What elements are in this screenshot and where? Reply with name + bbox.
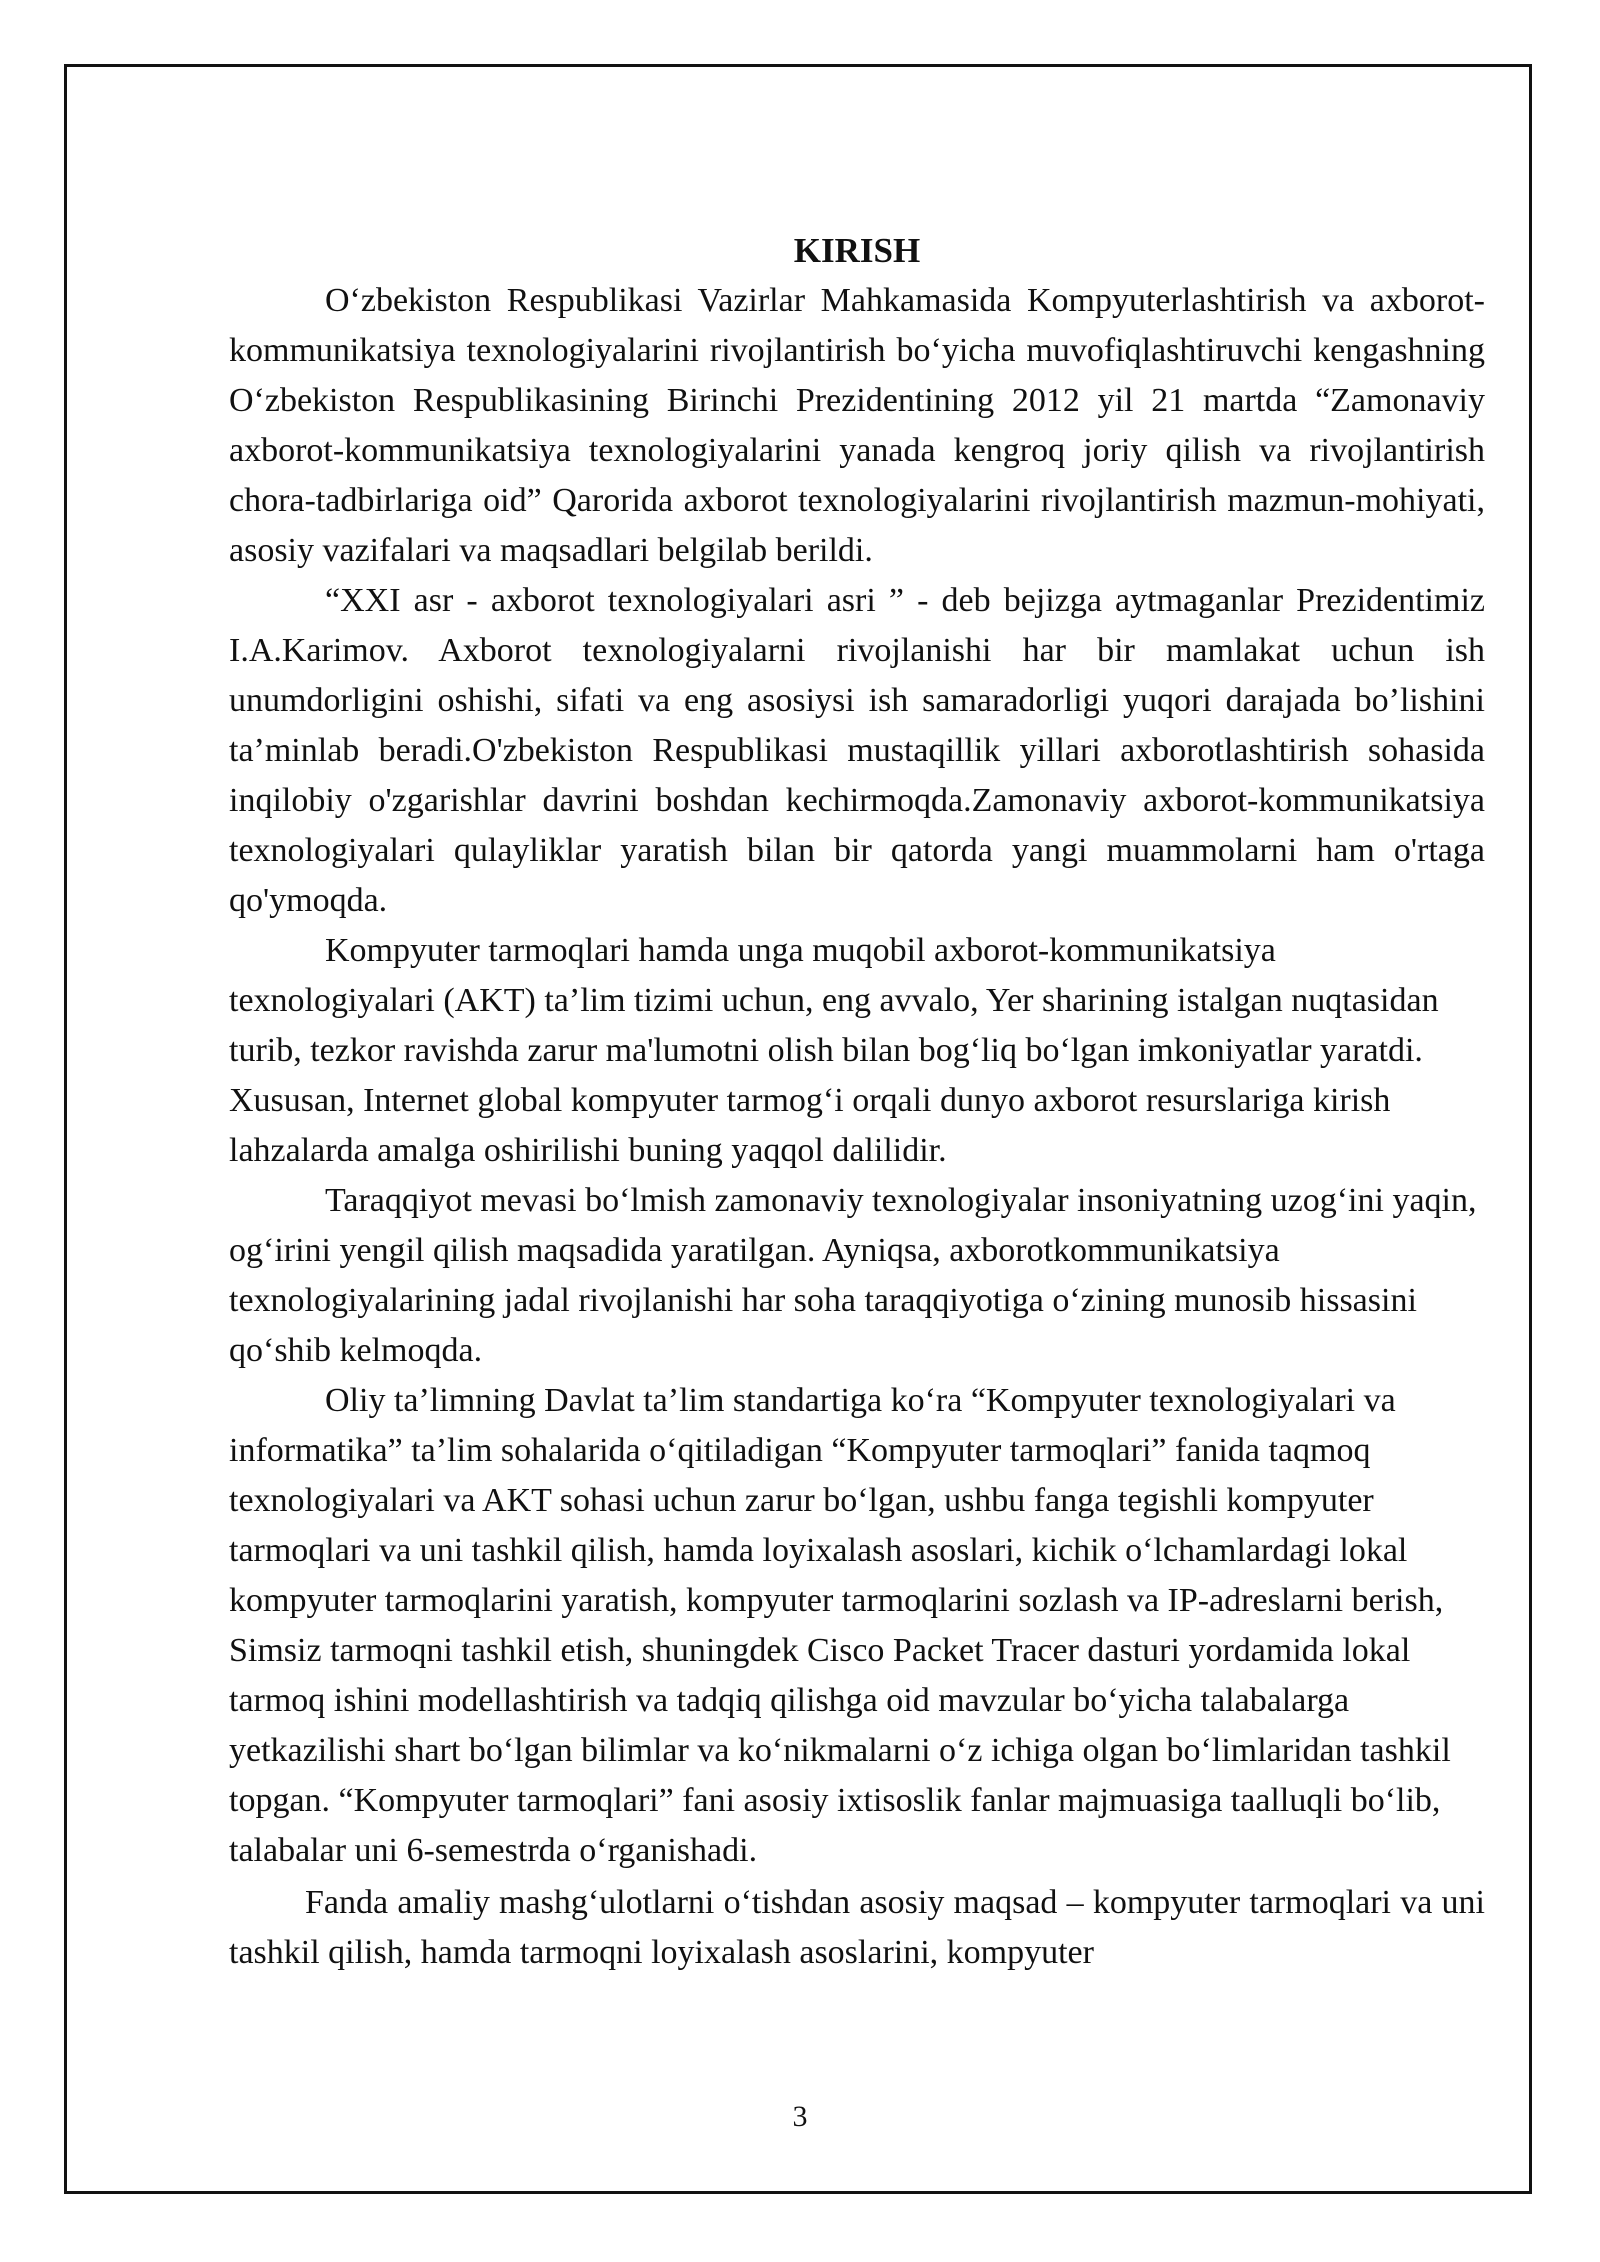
paragraph-4: Taraqqiyot mevasi bo‘lmish zamonaviy texnologiyalar insoniyatning uzog‘ini yaqin, og‘irini yengil qilish maqsadida yaratilgan. Ayniqsa, axborotkommunikatsiya texnologiyalarining jadal rivojlanishi har soha taraqqiyotiga o‘zining munosib hissasini qo‘shib kelmoqda. — [229, 1182, 1477, 1369]
paragraph-2: “XXI asr - axborot texnologiyalari asri ” - deb bejizga aytmaganlar Prezidentimiz I.A.Karimov. Axborot texnologiyalarni rivojlanishi har bir mamlakat uchun ish unumdorligini oshishi, sifati va eng asosiysi ish samaradorligi yuqori darajada bo’lishini ta’minlab beradi.O'zbekiston Respublikasi mustaqillik yillari axborotlashtirish sohasida inqilobiy o'zgarishlar davrini boshdan kechirmoqda.Zamonaviy axborot-kommunikatsiya texnologiyalari qulayliklar yaratish bilan bir qatorda yangi muammolarni ham o'rtaga qo'ymoqda. — [229, 582, 1485, 919]
paragraph-1: O‘zbekiston Respublikasi Vazirlar Mahkamasida Kompyuterlashtirish va axborot-kommunikatsiya texnologiyalarini rivojlantirish bo‘yicha muvofiqlashtiruvchi kengashning O‘zbekiston Respublikasining Birinchi Prezidentining 2012 yil 21 martda “Zamonaviy axborot-kommunikatsiya texnologiyalarini yanada kengroq joriy qilish va rivojlantirish chora-tadbirlariga oid” Qarorida axborot texnologiyalarini rivojlantirish mazmun-mohiyati, asosiy vazifalari va maqsadlari belgilab berildi. — [229, 282, 1485, 569]
document-body — [229, 226, 1485, 1978]
paragraph-6: Fanda amaliy mashg‘ulotlarni o‘tishdan asosiy maqsad – kompyuter tarmoqlari va uni tashkil qilish, hamda tarmoqni loyixalash asoslarini, kompyuter — [229, 1884, 1485, 1971]
paragraph-3: Kompyuter tarmoqlari hamda unga muqobil axborot-kommunikatsiya texnologiyalari (AKT) ta’lim tizimi uchun, eng avvalo, Yer sharining istalgan nuqtasidan turib, tezkor ravishda zarur ma'lumotni olish bilan bog‘liq bo‘lgan imkoniyatlar yaratdi. Xususan, Internet global kompyuter tarmog‘i orqali dunyo axborot resurslariga kirish lahzalarda amalga oshirilishi buning yaqqol dalilidir. — [229, 932, 1439, 1169]
page-number: 3 — [792, 2100, 808, 2133]
paragraph-5: Oliy ta’limning Davlat ta’lim standartiga ko‘ra “Kompyuter texnologiyalari va informatika” ta’lim sohalarida o‘qitiladigan “Kompyuter tarmoqlari” fanida taqmoq texnologiyalari va AKT sohasi uchun zarur bo‘lgan, ushbu fanga tegishli kompyuter tarmoqlari va uni tashkil qilish, hamda loyixalash asoslari, kichik o‘lchamlardagi lokal kompyuter tarmoqlarini yaratish, kompyuter tarmoqlarini sozlash va IP-adreslarni berish, Simsiz tarmoqni tashkil etish, shuningdek Cisco Packet Tracer dasturi yordamida lokal tarmoq ishini modellashtirish va tadqiq qilishga oid mavzular bo‘yicha talabalarga yetkazilishi shart bo‘lgan bilimlar va ko‘nikmalarni o‘z ichiga olgan bo‘limlaridan tashkil topgan. “Kompyuter tarmoqlari” fani asosiy ixtisoslik fanlar majmuasiga taalluqli bo‘lib, talabalar uni 6-semestrda o‘rganishadi. — [229, 1382, 1451, 1869]
section-heading: KIRISH — [793, 231, 921, 270]
